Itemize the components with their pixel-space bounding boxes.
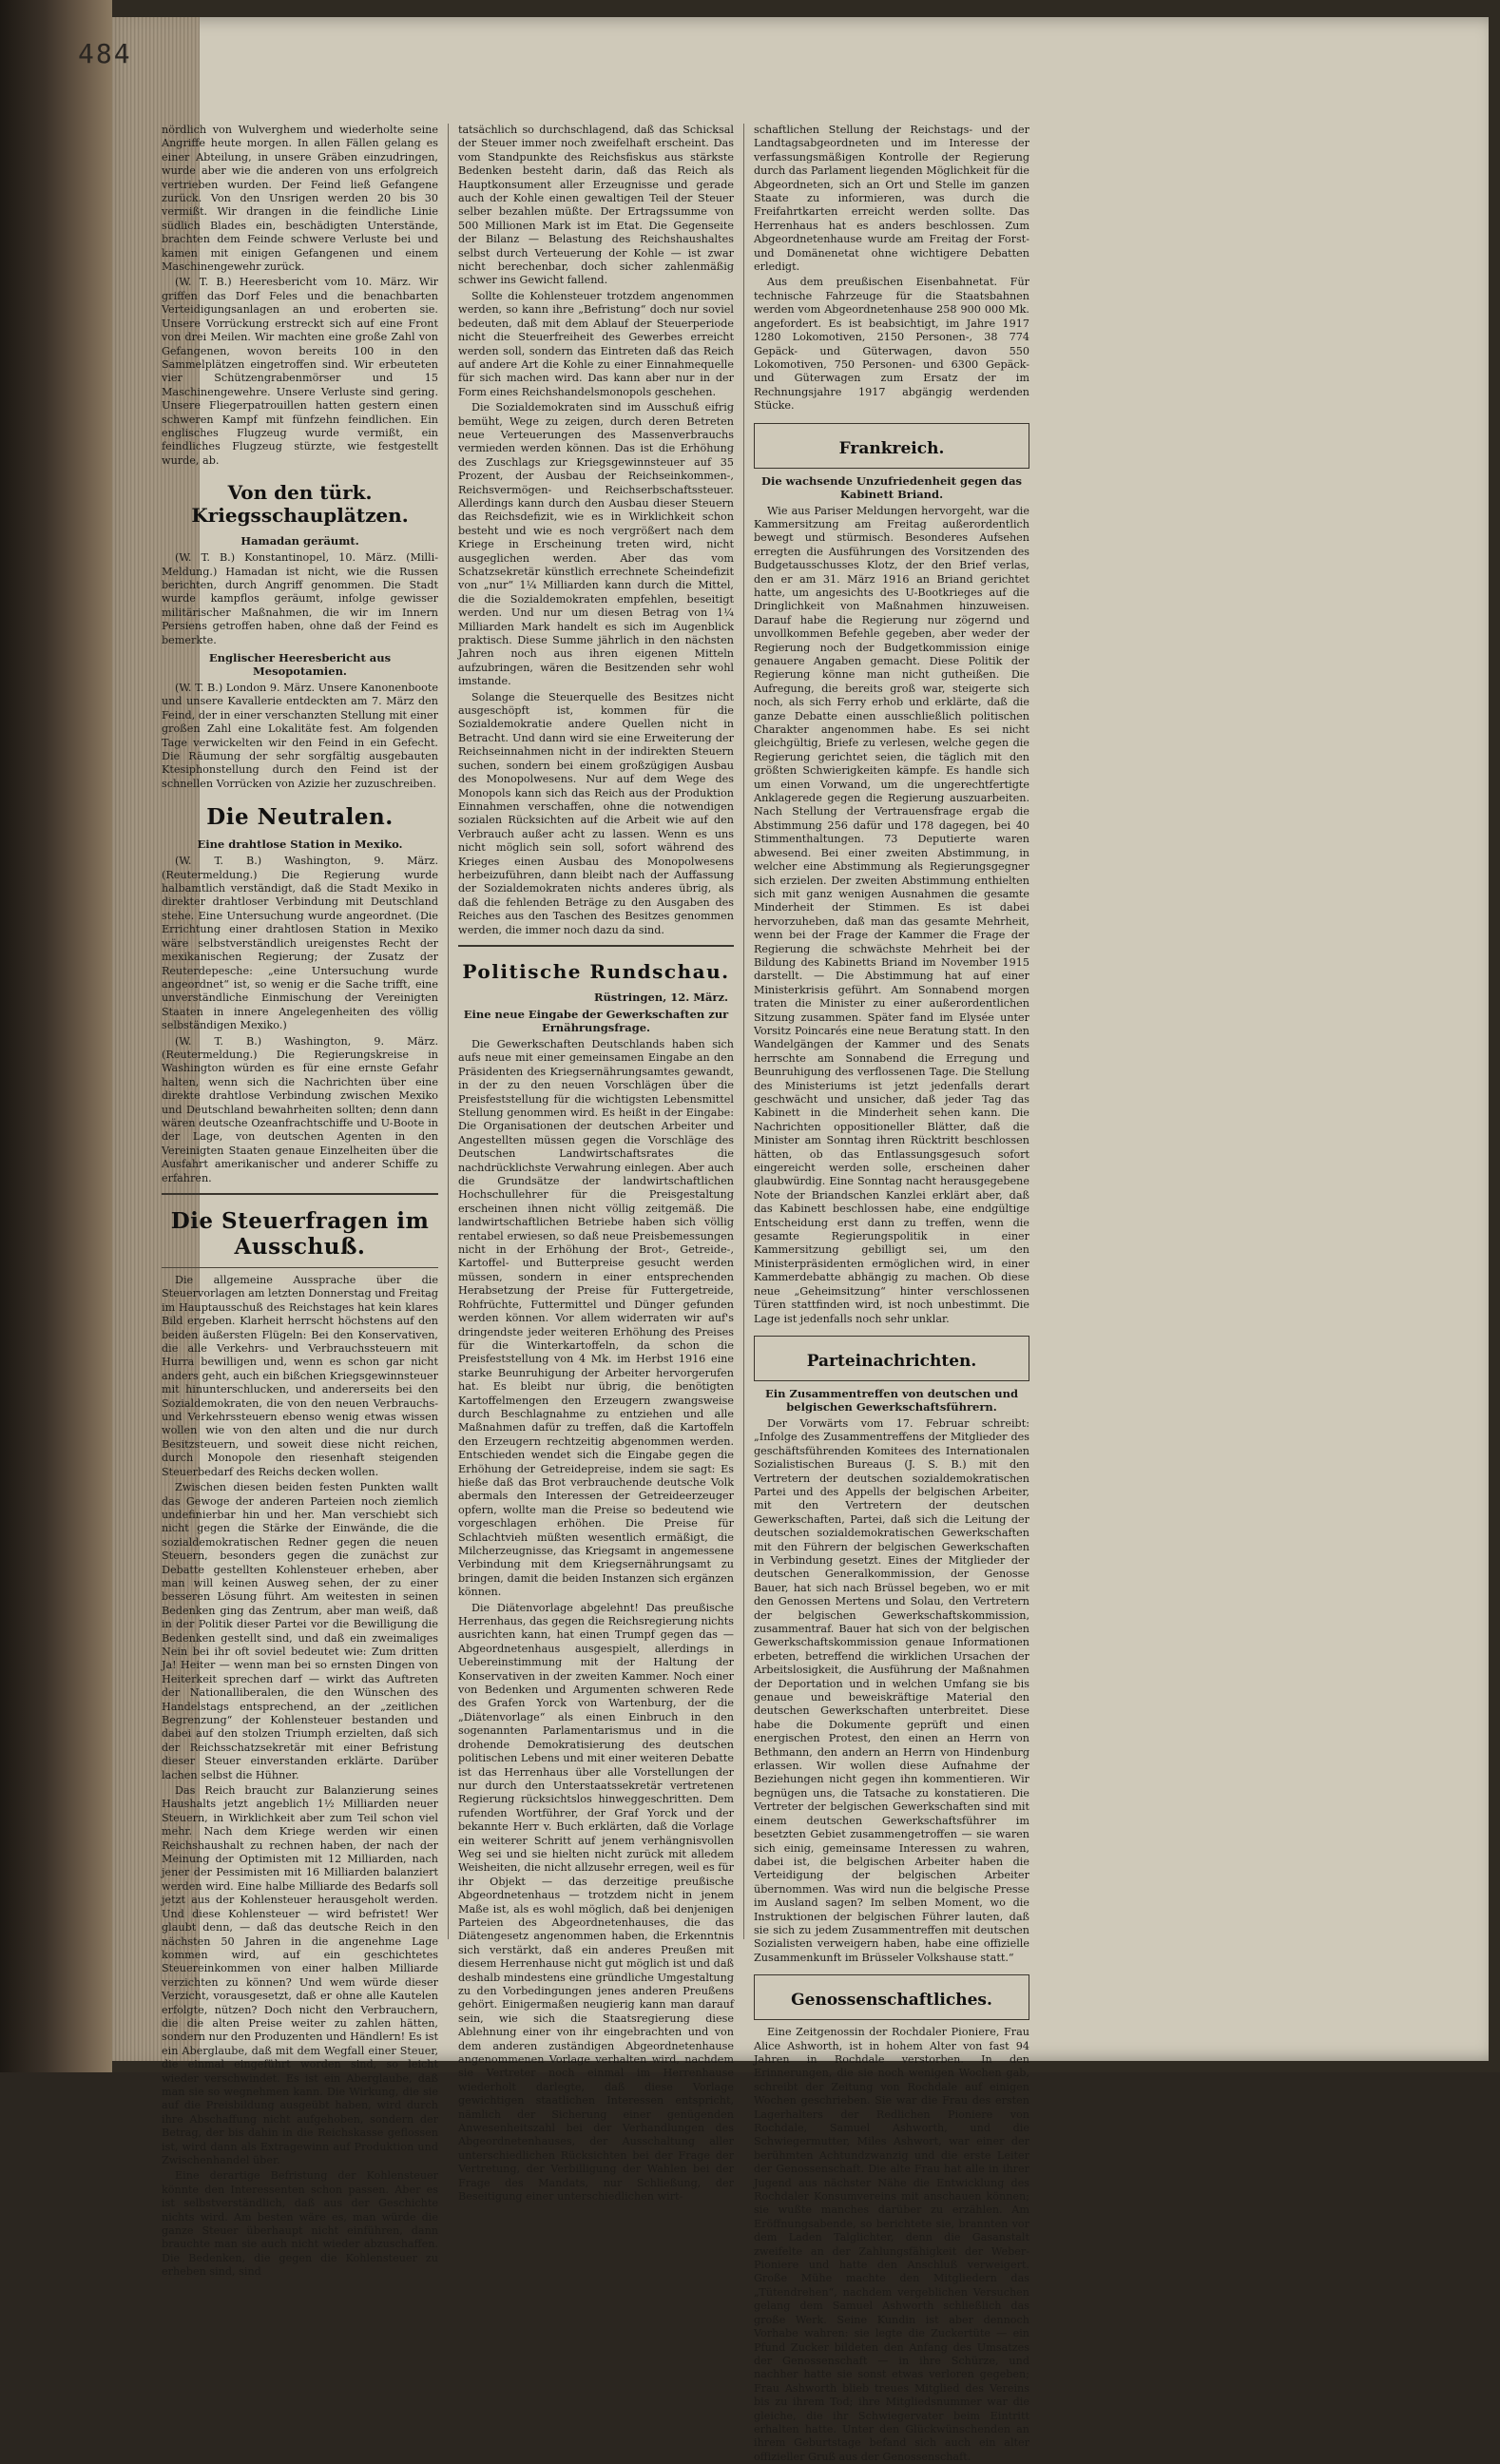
article-paragraph: (W. T. B.) Konstantinopel, 10. März. (Milli-Meldung.) Hamadan ist nicht, wie die Russen berichten, durch Angriff genommen. Die Stadt wurde kampflos geräumt, infolge gewisser militärischer Maßnahmen, die wir im Innern Persiens getroffen haben, ohne daß der Feind es bemerkte.: [162, 551, 438, 646]
column-3: [743, 124, 1039, 2463]
article-paragraph: Wie aus Pariser Meldungen hervorgeht, war die Kammersitzung am Freitag außerordentlich bewegt und stürmisch. Besonderes Aufsehen erregten die Ausführungen des Vorsitzenden des Budgetausschusses Klotz, der den Brief verlas, den er am 31. März 1916 an Briand gerichtet hatte, um angesichts des U-Bootkrieges auf die Dringlichkeit von Maßnahmen hinzuweisen. Darauf habe die Regierung nur zögernd und unvollkommen Befehle gegeben, aber weder der Regierung noch der Budgetkommission einige genauere Angaben gemacht. Diese Politik der Regierung könne man nicht gutheißen. Die Aufregung, die bereits groß war, steigerte sich noch, als sich Ferry erhob und erklärte, daß die ganze Debatte einen ausschließlich politischen Charakter angenommen habe. Es sei nicht gleichgültig, Briefe zu verlesen, welche gegen die Regierung gerichtet seien, die täglich mit den größten Schwierigkeiten kämpfe. Es handle sich um einen Vorwand, um die ungerechtfertigte Anklagerede gegen die Regierung auszuarbeiten. Nach Stellung der Vertrauensfrage ergab die Abstimmung 256 dafür und 178 dagegen, bei 40 Stimmenthaltungen. 73 Deputierte waren abwesend. Bei einer zweiten Abstimmung, in welcher eine Abstimmung als Regierungsgegner sich erzielen. Der zweiten Abstimmung enthielten sich mit ganz wenigen Ausnahmen die gesamte Minderheit der Stimmen. Es ist dabei hervorzuheben, daß man das gesamte Mehrheit, wenn bei der Frage der Kammer die Frage der Regierung die schwächste Mehrheit bei der Bildung des Kabinetts Briand im November 1915 darstellt. — Die Abstimmung hat auf einer Ministerkrisis geführt. Am Sonnabend morgen traten die Minister zu einer außerordentlichen Sitzung zusammen. Später fand im Elysée unter Vorsitz Poincarés eine neue Beratung statt. In den Wandelgängen der Kammer und des Senats herrschte am Sonnabend die Erregung und Beunruhigung des verflossenen Tage. Die Stellung des Ministeriums ist jetzt jedenfalls derart geschwächt und unsicher, daß jeder Tag das Kabinett in die Minderheit sehen kann. Die Nachrichten oppositioneller Blätter, daß die Minister am Sonntag ihren Rücktritt beschlossen hätten, ob das Entlassungsgesuch sofort eingereicht werden solle, erscheinen daher glaubwürdig. Eine Sonntag nacht herausgegebene Note der Briandschen Kanzlei erklärt aber, daß das Kabinett beschlossen habe, eine endgültige Entscheidung erst dann zu treffen, wenn die gesamte Regierungspolitik in einer Kammersitzung gebilligt sei, um den Ministerpräsidenten ermöglichen wird, in einer Kammerdebatte abhängig zu machen. Ob diese neue „Geheimsitzung“ hinter verschlossenen Türen stattfinden wird, ist noch unbestimmt. Die Lage ist jedenfalls noch sehr unklar.: [754, 504, 1029, 1325]
article-paragraph: (W. T. B.) Washington, 9. März. (Reutermeldung.) Die Regierung wurde halbamtlich verständigt, daß die Stadt Mexiko in direkter drahtloser Verbindung mit Deutschland stehe. Eine Untersuchung wurde angeordnet. (Die Errichtung einer drahtlosen Station in Mexiko wäre selbstverständlich ureigenstes Recht der mexikanischen Regierung; der Zusatz der Reuterdepesche: „eine Untersuchung wurde angeordnet“ ist, so wenig er die Sache trifft, eine unverständliche Einmischung der Vereinigten Staaten in innere Angelegenheiten des völlig selbständigen Mexiko.): [162, 855, 438, 1032]
article-paragraph: Die Diätenvorlage abgelehnt! Das preußische Herrenhaus, das gegen die Reichsregierung nichts ausrichten kann, hat einen Trumpf gegen das — Abgeordnetenhaus ausgespielt, allerdings in Uebereinstimmung mit der Haltung der Konservativen in der zweiten Kammer. Noch einer von Bedenken und Argumenten schweren Rede des Grafen Yorck von Wartenburg, der die „Diätenvorlage“ als einen Einbruch in den sogenannten Parlamentarismus und in die drohende Demokratisierung des deutschen politischen Lebens und mit einer weiteren Debatte ist das Herrenhaus über alle Vorstellungen der nur durch den Unterstaatssekretär vertretenen Regierung rücksichtslos hinweggeschritten. Dem rufenden Wortführer, der Graf Yorck und der bekannte Herr v. Buch erklärten, daß die Vorlage ein weiterer Schritt auf jenem verhängnisvollen Weg sei und sie hielten nicht zurück mit alledem Weisheiten, die nicht allzusehr erregen, weil es für ihr Objekt — das derzeitige preußische Abgeordnetenhaus — trotzdem nicht in jenem Maße ist, als es wohl möglich, daß bei denjenigen Parteien des Abgeordnetenhauses, die das Diätengesetz angenommen haben, die Erkenntnis sich verstärkt, daß ein anderes Preußen mit diesem Herrenhause nicht gut möglich ist und daß deshalb mindestens eine gründliche Umgestaltung zu den Vorbedingungen jenes anderen Preußens gehört. Einigermaßen neugierig kann man darauf sein, wie sich die Staatsregierung diese Ablehnung einer von ihr eingebrachten und von dem anderen zuständigen Abgeordnetenhause angenommenen Vorlage verhalten wird, nachdem sie Vertreter noch einmal im Herrenhause wiederholt darlegte, daß diese Vorlage gewichtigen staatlichen Interessen entspricht, nämlich der Sicherung einer genügenden Anwesenheitszahl bei der Verhandlungen des Abgeordnetenhauses, der Ausschaltung aller unterschiedlichen Rücksichten bei der Frage der Vertretung, der Verbilligung der Wahlen bei der Frage des Mandats, nur Schließung, der Beseitigung einer unterschiedlichen wirt-: [458, 1601, 734, 2204]
subhead-mesopotamien: Englischer Heeresbericht aus Mesopotamien.: [208, 651, 392, 678]
column-1: [152, 124, 448, 2279]
headline-steuerfragen: Die Steuerfragen im Ausschuß.: [170, 1208, 430, 1260]
section-rule: [162, 1267, 438, 1268]
subhead-hamadan: Hamadan geräumt.: [240, 534, 359, 549]
article-paragraph: (W. T. B.) Heeresbericht vom 10. März. Wir griffen das Dorf Feles und die benachbarten Verteidigungsanlagen an und eroberten sie. Unsere Vorrückung erstreckt sich auf eine Front von drei Meilen. Wir machten eine große Zahl von Gefangenen, wovon bereits 100 in den Sammelplätzen eingetroffen sind. Wir erbeuteten vier Schützengrabenmörser und 15 Maschinengewehre. Unsere Verluste sind gering. Unsere Fliegerpatrouillen hatten gestern einen schweren Kampf mit fünfzehn feindlichen. Ein englisches Flugzeug wurde vermißt, ein feindliches Flugzeug stürzte, wie festgestellt wurde, ab.: [162, 276, 438, 467]
section-box-genossenschaftliches: [754, 1974, 1029, 2020]
article-paragraph: Die Sozialdemokraten sind im Ausschuß eifrig bemüht, Wege zu zeigen, durch deren Betreten neue Verteuerungen des Massenverbrauchs vermieden werden können. Das ist die Erhöhung des Zuschlags zur Kriegsgewinnsteuer auf 35 Prozent, der Ausbau der Reichseinkommen-, Reichsvermögen- und Reichserbschaftssteuer. Allerdings kann durch den Ausbau dieser Steuern das Reichsdefizit, wie es in Wirklichkeit schon besteht und wie es noch vergrößert nach dem Kriege in Erscheinung treten wird, nicht ausgeglichen werden. Aber das vom Schatzsekretär künstlich errechnete Scheindefizit von „nur“ 1¼ Milliarden kann durch die Mittel, die die Sozialdemokraten empfehlen, beseitigt werden. Und nur um diesen Betrag von 1¼ Milliarden Mark handelt es sich im Augenblick praktisch. Diese Summe jährlich in den nächsten Jahren noch aus ihren eigenen Mitteln aufzubringen, wären die Besitzenden sehr wohl imstande.: [458, 401, 734, 688]
text-columns: [152, 124, 1340, 2463]
section-box-frankreich: [754, 423, 1029, 469]
article-paragraph: Das Reich braucht zur Balanzierung seines Haushalts jetzt angeblich 1½ Milliarden neuer Steuern, in Wirklichkeit aber zum Teil schon viel mehr. Nach dem Kriege werden wir einen Reichshaushalt zu rechnen haben, der nach der Meinung der Optimisten mit 12 Milliarden, nach jener der Pessimisten mit 16 Milliarden balanziert werden wird. Eine halbe Milliarde des Bedarfs soll jetzt aus der Kohlensteuer herausgeholt werden. Und diese Kohlensteuer — wird befristet! Wer glaubt denn, — daß das deutsche Reich in den nächsten 50 Jahren in die angenehme Lage kommen wird, auf ein geschichtetes Steuereinkommen von einer halben Milliarde verzichten zu können? Und wem würde dieser Verzicht, vorausgesetzt, daß er ohne alle Kautelen erfolgte, nützen? Doch nicht den Verbrauchern, die die alten Preise weiter zu zahlen hätten, sondern nur den Produzenten und Händlern! Es ist ein Aberglaube, daß mit dem Wegfall einer Steuer, die einmal eingeführt worden sind, so leicht wieder verschwindet. Es ist ein Aberglaube, daß man sie so wegnehmen kann. Die Wirkung, die sie auf die Preisbildung ausgeübt haben, wird durch ihre Abschaffung nicht aufgehoben, sondern der Betrag, der bis dahin in die Reichskasse geflossen ist, wird dann als Extragewinn auf Produktion und Zwischenhandel über.: [162, 1784, 439, 2166]
article-paragraph: Die allgemeine Aussprache über die Steuervorlagen am letzten Donnerstag und Freitag im Hauptausschuß des Reichstages hat kein klares Bild ergeben. Klarheit herrscht höchstens auf den beiden äußersten Flügeln: Bei den Konservativen, die alle Verkehrs- und Verbrauchssteuern mit Hurra bewilligen und, wenn es schon gar nicht anders geht, auch ein bißchen Kriegsgewinnsteuer mit hinunterschlucken, und andererseits bei den Sozialdemokraten, die von den neuen Verbrauchs- und Verkehrssteuern ebenso wenig etwas wissen wollen wie von den alten und die nur durch Besitzsteuern, und soweit diese nicht reichen, durch Monopole den riesenhaft steigenden Steuerbedarf des Reichs decken wollen.: [162, 1274, 438, 1478]
column-2: [448, 124, 743, 2204]
section-box-parteinachrichten: [754, 1336, 1029, 1381]
article-paragraph: (W. T. B.) London 9. März. Unsere Kanonenboote und unsere Kavallerie entdeckten am 7. März den Feind, der in einer verschanzten Stellung mit einer großen Zahl eine Lokalitäte fest. Am folgenden Tage verwickelten wir den Feind in ein Gefecht. Die Räumung der sehr sorgfältig ausgebauten Ktesiphonstellung durch den Feind ist der schnellen Vorrücken von Azizie her zuzuschreiben.: [162, 682, 438, 790]
section-rule: [162, 1193, 438, 1195]
article-paragraph: Sollte die Kohlensteuer trotzdem angenommen werden, so kann ihre „Befristung“ doch nur soviel bedeuten, daß mit dem Ablauf der Steuerperiode nicht die Steuerfreiheit des Gewerbes erreicht werden soll, sondern das Eintreten daß das Reich auf andere Art die Kohle zu einer Einnahmequelle für sich machen wird. Das kann aber nur in der Form eines Reichshandelsmonopols geschehen.: [458, 289, 734, 398]
headline-neutralen: Die Neutralen.: [206, 804, 394, 831]
article-continuation: tatsächlich so durchschlagend, daß das Schicksal der Steuer immer noch zweifelhaft erscheint. Das vom Standpunkte des Reichsfiskus aus stärkste Bedenken besteht darin, daß das Reich als Hauptkonsument aller Erzeugnisse und gerade auch der Kohle einen gewaltigen Teil der Steuer selber bezahlen müßte. Der Ertragssumme von 500 Millionen Mark ist im Etat. Die Gegenseite der Bilanz — Belastung des Reichshaushaltes selbst durch Verteuerung der Kohle — ist zwar nicht berechenbar, doch sicher zahlenmäßig schwer ins Gewicht fallend.: [458, 124, 734, 287]
subhead-briand: Die wachsende Unzufriedenheit gegen das Kabinett Briand.: [761, 473, 1022, 501]
article-paragraph: Zwischen diesen beiden festen Punkten wallt das Gewoge der anderen Parteien noch ziemlich undefinierbar hin und her. Man verschiebt sich nicht gegen die Stärke der Einwände, die die sozialdemokratischen Redner gegen die neuen Steuern, besonders gegen die zunächst zur Debatte gestellten Kohlensteuer erheben, aber man will keinen Ausweg sehen, der zu einer besseren Lösung führt. Am weitesten in seinen Bedenken ging das Zentrum, aber man weiß, daß in der Politik dieser Partei vor die Bewilligung die Bedenken gestellt sind, und daß ein zweimaliges Nein bei ihr oft soviel bedeutet wie: Zum dritten Ja! Heiter — wenn man bei so ernsten Dingen von Heiterkeit sprechen darf — wirkt das Auftreten der Nationalliberalen, die den Wünschen des Handelstags entsprechend, an der „zeitlichen Begrenzung“ der Kohlensteuer bestanden und dabei auf den stolzen Triumph erzielten, daß sich der Reichsschatzsekretär mit einer Befristung dieser Steuer einverstanden erklärte. Darüber lachen selbst die Hühner.: [162, 1481, 438, 1781]
headline-frankreich: Frankreich.: [838, 438, 945, 458]
article-paragraph: Solange die Steuerquelle des Besitzes nicht ausgeschöpft ist, kommen für die Sozialdemokratie andere Quellen nicht in Betracht. Und dann wird sie eine Erweiterung der Reichseinnahmen nicht in der indirekten Steuern suchen, sondern bei einem großzügigen Ausbau des Monopolwesens. Nur auf dem Wege des Monopols kann sich das Reich aus der Produktion Einnahmen verschaffen, ohne die notwendigen sozialen Rücksichten auf die Arbeit wie auf den Verbrauch außer acht zu lassen. Wenn es uns nicht möglich sein soll, sofort während des Krieges einen Ausbau des Monopolwesens herbeizuführen, dann bleibt nach der Auffassung der Sozialdemokraten nichts anderes übrig, als daß die fehlenden Beträge zu den Ausgaben des Reiches aus den Taschen des Besitzes genommen werden, die immer noch dazu da sind.: [458, 690, 734, 936]
article-paragraph: (W. T. B.) Washington, 9. März. (Reutermeldung.) Die Regierungskreise in Washington würden es für eine ernste Gefahr halten, wenn sich die Nachrichten über eine direkte drahtlose Verbindung zwischen Mexiko und Deutschland bewahrheiten sollten; denn dann wären deutsche Ozeanfrachtschiffe und U-Boote in der Lage, von deutschen Agenten in den Vereinigten Staaten genaue Einzelheiten über die Ausfahrt amerikanischer und anderer Schiffe zu erfahren.: [162, 1034, 438, 1184]
section-rule: [458, 945, 734, 947]
headline-politische-rundschau: Politische Rundschau.: [462, 959, 730, 983]
subhead-mexiko: Eine drahtlose Station in Mexiko.: [197, 837, 403, 852]
article-paragraph: Eine derartige Befristung der Kohlensteuer könnte den Interessenten schon passen. Aber es ist selbstverständlich, daß aus der Geschichte nichts wird. Am besten wäre es, man würde die ganze Steuer überhaupt nicht einführen, dann brauchte man sie auch nicht wieder abzuschaffen. Die Bedenken, die gegen die Kohlensteuer zu erheben sind, sind: [162, 2169, 438, 2279]
article-paragraph: Der Vorwärts vom 17. Februar schreibt: „Infolge des Zusammentreffens der Mitglieder des geschäftsführenden Komitees des Internationalen Sozialistischen Bureaus (J. S. B.) mit den Vertretern der deutschen sozialdemokratischen Partei und des Appells der belgischen Arbeiter, mit den Vertretern der deutschen Gewerkschaften, Partei, daß sich die Leitung der deutschen sozialdemokratischen Gewerkschaften mit den Führern der belgischen Gewerkschaften in Verbindung gesetzt. Eines der Mitglieder der deutschen Generalkommission, der Genosse Bauer, hat sich nach Brüssel begeben, wo er mit den Genossen Mertens und Solau, den Vertretern der belgischen Gewerkschaftskommission, zusammentraf. Bauer hat sich von der belgischen Gewerkschaftskommission genaue Informationen erbeten, betreffend die wirklichen Ursachen der Arbeitslosigkeit, die Ausführung der Maßnahmen der Deportation und in welchen Umfang sie bis genaue und beweiskräftige Material den deutschen Gewerkschaften unterbreitet. Diese habe die Dokumente geprüft und einen energischen Protest, den einen an Herrn von Bethmann, den andern an Herrn von Hindenburg erlassen. Wir wollen diese Aufnahme der Beziehungen nicht gegen ihn kommentieren. Wir begnügen uns, die Tatsache zu konstatieren. Die Vertreter der belgischen Gewerkschaften sind mit einem deutschen Gewerkschaftsführer im besetzten Gebiet zusammengetroffen — sie waren sich einig, gemeinsame Interessen zu wahren, dabei ist, die belgischen Arbeiter haben die Verteidigung der belgischen Arbeiter übernommen. Was wird nun die belgische Presse im Ausland sagen? Im selben Moment, wo die Instruktionen der belgischen Führer lauten, daß sie sich zu jedem Zusammentreffen mit deutschen Sozialisten verweigern haben, habe eine offizielle Zusammenkunft im Brüsseler Volkshause statt.“: [754, 1416, 1029, 1964]
article-paragraph: Die Gewerkschaften Deutschlands haben sich aufs neue mit einer gemeinsamen Eingabe an den Präsidenten des Kriegsernährungsamtes gewandt, in der zu den neuen Vorschlägen über die Preisfeststellung für die wichtigsten Lebensmittel Stellung genommen wird. Es heißt in der Eingabe: Die Organisationen der deutschen Arbeiter und Angestellten müssen gegen die Vorschläge des Deutschen Landwirtschaftsrates die nachdrücklichste Verwahrung einlegen. Aber auch die Grundsätze der landwirtschaftlichen Hochschullehrer für die Preisgestaltung erscheinen ihnen nicht völlig zeitgemäß. Die landwirtschaftlichen Betriebe haben sich völlig rentabel erwiesen, so daß neue Preisbemessungen nicht in der Erhöhung der Brot-, Getreide-, Kartoffel- und Butterpreise gesucht werden müssen, sondern in einer entsprechenden Herabsetzung der Preise für Futtergetreide, Rohfrüchte, Futtermittel und Dünger gefunden werden können. Vor allem widerraten wir auf's dringendste jeder weiteren Erhöhung des Preises für die Winterkartoffeln, da schon die Preisfeststellung von 4 Mk. im Herbst 1916 eine starke Beunruhigung der Arbeiter hervorgerufen hat. Es bleibt nur übrig, die benötigten Kartoffelmengen den Erzeugern zwangsweise durch Beschlagnahme zu entziehen und alle Maßnahmen dafür zu treffen, daß die Kartoffeln den Erzeugern rechtzeitig abgenommen werden. Entschieden wendet sich die Eingabe gegen die Erhöhung der Getreidepreise, indem sie sagt: Es hieße daß das Brot verbrauchende deutsche Volk abermals den Interessen der Getreideerzeuger opfern, wollte man die Preise so bedeutend wie vorgeschlagen erhöhen. Die Preise für Schlachtvieh müßten wesentlich ermäßigt, die Milcherzeugnisse, das Kriegsamt in angemessene Verbindung mit dem Kriegsernährungsamt zu bringen, damit die beiden Instanzen sich ergänzen können.: [458, 1037, 734, 1599]
headline-parteinachrichten: Parteinachrichten.: [806, 1351, 977, 1371]
page-number: 484: [78, 38, 132, 69]
book-binding: [0, 0, 112, 2072]
subhead-zusammentreffen: Ein Zusammentreffen von deutschen und belgischen Gewerkschaftsführern.: [764, 1386, 1019, 1414]
dateline: Rüstringen, 12. März.: [593, 990, 728, 1004]
article-continuation: nördlich von Wulverghem und wiederholte seine Angriffe heute morgen. In allen Fällen gelang es einer Abteilung, in unsere Gräben einzudringen, wurde aber wie die anderen von uns erfolgreich vertrieben wurden. Der Feind ließ Gefangene zurück. Von den Unsrigen werden 20 bis 30 vermißt. Wir drangen in die feindliche Linie südlich Blades ein, beschädigten Unterstände, brachten dem Feinde schwere Verluste bei und kamen mit einigen Gefangenen und einem Maschinengewehr zurück.: [162, 124, 438, 274]
article-continuation: schaftlichen Stellung der Reichstags- und der Landtagsabgeordneten und im Interesse der verfassungsmäßigen Kontrolle der Regierung durch das Parlament liegenden Möglichkeit für die Abgeordneten, sich an Ort und Stelle im ganzen Staate zu informieren, was durch die Freifahrtkarten erreicht werden sollte. Das Herrenhaus hat es anders beschlossen. Zum Abgeordnetenhause wurde am Freitag der Forst- und Domänenetat ohne wichtigere Debatten erledigt.: [754, 124, 1029, 274]
headline-genossenschaftliches: Genossenschaftliches.: [791, 1991, 992, 2011]
headline-tuerkische-kriegsschauplaetze: Von den türk. Kriegsschauplätzen.: [191, 481, 409, 528]
article-paragraph: Aus dem preußischen Eisenbahnetat. Für technische Fahrzeuge für die Staatsbahnen werden vom Abgeordnetenhause 258 900 000 Mk. angefordert. Es ist beabsichtigt, im Jahre 1917 1280 Lokomotiven, 2150 Personen-, 38 774 Gepäck- und Güterwagen, davon 550 Lokomotiven, 750 Personen- und 6300 Gepäck- und Güterwagen zum Ersatz der im Rechnungsjahre 1917 abgängig werdenden Stücke.: [754, 276, 1029, 413]
article-paragraph: Eine Zeitgenossin der Rochdaler Pioniere, Frau Alice Ashworth, ist in hohem Alter von fast 94 Jahren in Rochdale verstorben. In den Erinnerungen, die sie noch wenigen Wochen gab, schreibt der Zeitung von Rochdale auf einigen Wochen geschrieben. Sie war die Frau des ersten Lagerhalters der Redlichen Pioniere von Rochdale, Samuel Ashworth, und die Schwiegermutter, Miles Ashwort, war einer der berühmten Achtundzwanzig und die erste Leiter der Genossenschaft. Die alte Frau hat alle in ihrer Jugend aus nächster Nähe die Entwicklung des Rochdaler Konsumvereins mit anschauen können; sie wußte manches darüber zu erzählen. Am Eröffnungsabende, so berichtete sie, brannten vor dem Laden Talglichter, denn die Gasanstalt zweifelte an der Zahlungsfähigkeit der Weber-Pioniere und hatte den Anschluß verweigert. Große Mühe machte den Mitgliedern das „Tütendrehen“, nachdem vergeblichen Versuchen gelang dem Samuel Ashworth schließlich das große Werk. Seine Kundin ist aber dennoch Vorhabe wahren: sie legte die Zuckertüte — ein Pfund Zucker bildeten den Anfang des Umsatzes der Genossenschaft — in ihre Schürze, und nachher hatte sie sonst etwas verloren gegeben; Frau Ashworth blieb treues Mitglied des Vereins bis zu ihrem Tod; ihre Mitgliedsnummer war die gleiche, die ihr Schwiegervater beim Eintritt erhalten hatte. Unter den Glückwünschenden an ihrem Geburtstage befand sich auch ein alter offizieller Gruß aus der Genossenschaft.: [754, 2026, 1029, 2463]
subhead-gewerkschaften: Eine neue Eingabe der Gewerkschaften zur Ernährungsfrage.: [463, 1007, 729, 1034]
